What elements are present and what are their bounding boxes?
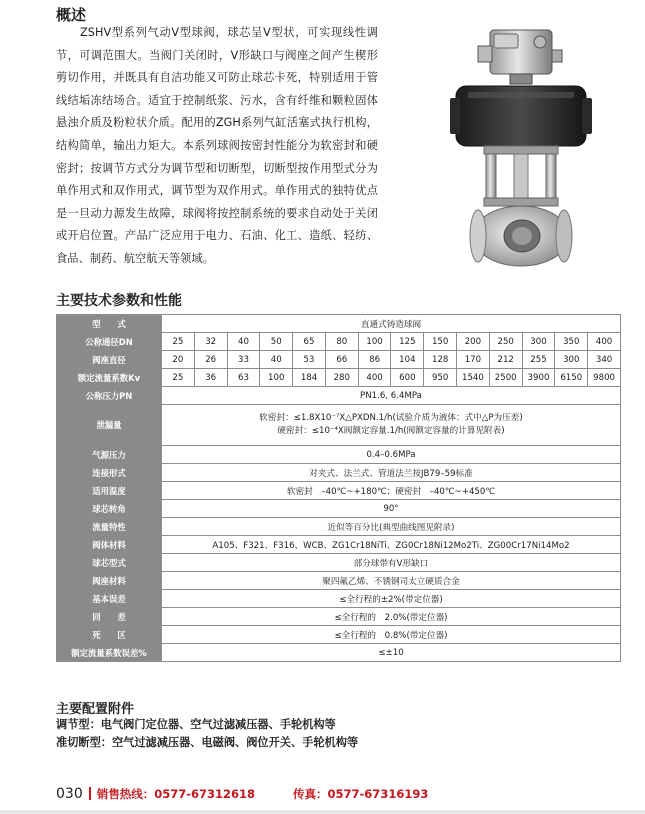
row-temperature (57, 482, 621, 500)
params-title: 主要技术参数和性能 (56, 293, 182, 309)
row-value: ≤全行程的 0.8%(带定位器) (162, 626, 621, 644)
specs-table (56, 314, 621, 662)
row-label: 气源压力 (57, 446, 162, 464)
row-label: 回 差 (57, 608, 162, 626)
dn-cell: 300 (522, 333, 555, 351)
row-basic-error (57, 590, 621, 608)
row-core-type (57, 554, 621, 572)
row-label: 型 式 (57, 315, 162, 333)
seat-cell: 66 (325, 351, 358, 369)
row-value: 软密封 –40℃~+180℃；硬密封 –40℃~+450℃ (162, 482, 621, 500)
dn-cell: 80 (325, 333, 358, 351)
seat-cell: 20 (162, 351, 195, 369)
dn-cell: 200 (457, 333, 490, 351)
row-pn (57, 387, 621, 405)
leak-soft-text: 软密封：≤1.8X10⁻⁷X△PXDN.1/h(试验介质为液体：式中△P为压差) (259, 413, 523, 423)
row-connection (57, 464, 621, 482)
row-label: 公称通径DN (57, 333, 162, 351)
seat-cell: 53 (293, 351, 326, 369)
row-value: ≤全行程的 2.0%(带定位器) (162, 608, 621, 626)
row-hysteresis (57, 608, 621, 626)
seat-cell: 33 (227, 351, 260, 369)
row-value: 0.4–0.6MPa (162, 446, 621, 464)
kv-cell: 400 (358, 369, 391, 387)
row-value: 直通式铸造球阀 (162, 315, 621, 333)
dn-cell: 32 (194, 333, 227, 351)
seat-cell: 128 (424, 351, 457, 369)
config-title: 主要配置附件 (56, 702, 135, 717)
kv-cell: 950 (424, 369, 457, 387)
kv-cell: 25 (162, 369, 195, 387)
kv-cell: 63 (227, 369, 260, 387)
config-line-shutoff: 准切断型：空气过滤减压器、电磁阀、阀位开关、手轮机构等 (56, 736, 359, 749)
row-label: 泄漏量 (57, 405, 162, 446)
seat-cell: 40 (260, 351, 293, 369)
row-value (162, 405, 621, 446)
row-kv (57, 369, 621, 387)
kv-cell: 9800 (588, 369, 621, 387)
row-dead-band (57, 626, 621, 644)
kv-cell: 1540 (457, 369, 490, 387)
row-label: 球芯转角 (57, 500, 162, 518)
row-value: 聚四氟乙烯、不锈钢司太立硬质合金 (162, 572, 621, 590)
kv-cell: 280 (325, 369, 358, 387)
row-label: 死 区 (57, 626, 162, 644)
kv-cell: 6150 (555, 369, 588, 387)
row-rotation-angle (57, 500, 621, 518)
seat-cell: 212 (489, 351, 522, 369)
kv-cell: 2500 (489, 369, 522, 387)
seat-cell: 86 (358, 351, 391, 369)
dn-cell: 25 (162, 333, 195, 351)
dn-cell: 350 (555, 333, 588, 351)
seat-cell: 104 (391, 351, 424, 369)
dn-cell: 250 (489, 333, 522, 351)
row-value: ≤±10 (162, 644, 621, 662)
row-dn (57, 333, 621, 351)
row-type (57, 315, 621, 333)
overview-title: 概述 (56, 6, 87, 24)
kv-cell: 3900 (522, 369, 555, 387)
row-seat-diameter (57, 351, 621, 369)
fax-number: 传真：0577-67316193 (293, 787, 429, 801)
row-label: 阀体材料 (57, 536, 162, 554)
pneumatic-v-ball-valve-image (448, 28, 594, 270)
seat-cell: 26 (194, 351, 227, 369)
row-leakage (57, 405, 621, 446)
overview-paragraph: ZSHV型系列气动V型球阀，球芯呈V型状，可实现线性调节，可调范围大。当阀门关闭时，V形缺口与阀座之间产生楔形剪切作用，并既具有自洁功能又可防止球芯卡死，特别适用于管线结垢冻结场合。适宜于控制纸浆、污水，含有纤维和颗粒固体悬浊介质及粉粒状介质。配用的ZGH系列气缸活塞式执行机构，结构简单，输出力矩大。本系列球阀按密封性能分为软密封和硬密封；按调节方式分为调节型和切断型，切断型按作用型式分为单作用式和双作用式，调节型为双作用式。单作用式的独特优点是一旦动力源发生故障，球阀将按控制系统的要求自动处于关闭或开启位置。产品广泛应用于电力、石油、化工、造纸、轻纺、食品、制药、航空航天等领域。 (56, 26, 378, 265)
row-flow-characteristic (57, 518, 621, 536)
seat-cell: 170 (457, 351, 490, 369)
row-body-material (57, 536, 621, 554)
row-label: 连接形式 (57, 464, 162, 482)
kv-cell: 100 (260, 369, 293, 387)
row-value: 部分球带有V形缺口 (162, 554, 621, 572)
seat-cell: 340 (588, 351, 621, 369)
row-air-pressure (57, 446, 621, 464)
row-label: 流量特性 (57, 518, 162, 536)
kv-cell: 600 (391, 369, 424, 387)
sales-hotline: 销售热线：0577-67312618 (96, 787, 256, 801)
footer-divider (89, 787, 91, 800)
config-line-regulating: 调节型：电气阀门定位器、空气过滤减压器、手轮机构等 (56, 718, 336, 731)
row-label: 球芯型式 (57, 554, 162, 572)
dn-cell: 150 (424, 333, 457, 351)
seat-cell: 300 (555, 351, 588, 369)
row-kv-error (57, 644, 621, 662)
row-seat-material (57, 572, 621, 590)
dn-cell: 125 (391, 333, 424, 351)
row-label: 基本误差 (57, 590, 162, 608)
dn-cell: 50 (260, 333, 293, 351)
row-value: 近似等百分比(典型曲线图见附录) (162, 518, 621, 536)
dn-cell: 400 (588, 333, 621, 351)
row-value: ≤全行程的±2%(带定位器) (162, 590, 621, 608)
row-value: 对夹式、法兰式、管道法兰按JB79–59标准 (162, 464, 621, 482)
kv-cell: 36 (194, 369, 227, 387)
row-label: 适用温度 (57, 482, 162, 500)
row-label: 阀座材料 (57, 572, 162, 590)
row-label: 额定流量系数误差% (57, 644, 162, 662)
row-label: 额定流量系数Kv (57, 369, 162, 387)
row-label: 阀座直径 (57, 351, 162, 369)
row-value: A105、F321、F316、WCB、ZG1Cr18NiTi、ZG0Cr18Ni12Mo2Ti、ZG00Cr17Ni14Mo2 (162, 536, 621, 554)
bottom-bar (0, 810, 645, 814)
row-label: 公称压力PN (57, 387, 162, 405)
page-number: 030 (56, 786, 83, 802)
dn-cell: 40 (227, 333, 260, 351)
row-value: 90° (162, 500, 621, 518)
kv-cell: 184 (293, 369, 326, 387)
dn-cell: 100 (358, 333, 391, 351)
seat-cell: 255 (522, 351, 555, 369)
page-footer (56, 786, 428, 802)
dn-cell: 65 (293, 333, 326, 351)
leak-hard-text: 硬密封：≤10⁻⁴X阀额定容量.1/h(阀额定容量的计算见附表) (277, 426, 505, 436)
row-value: PN1.6, 6.4MPa (162, 387, 621, 405)
